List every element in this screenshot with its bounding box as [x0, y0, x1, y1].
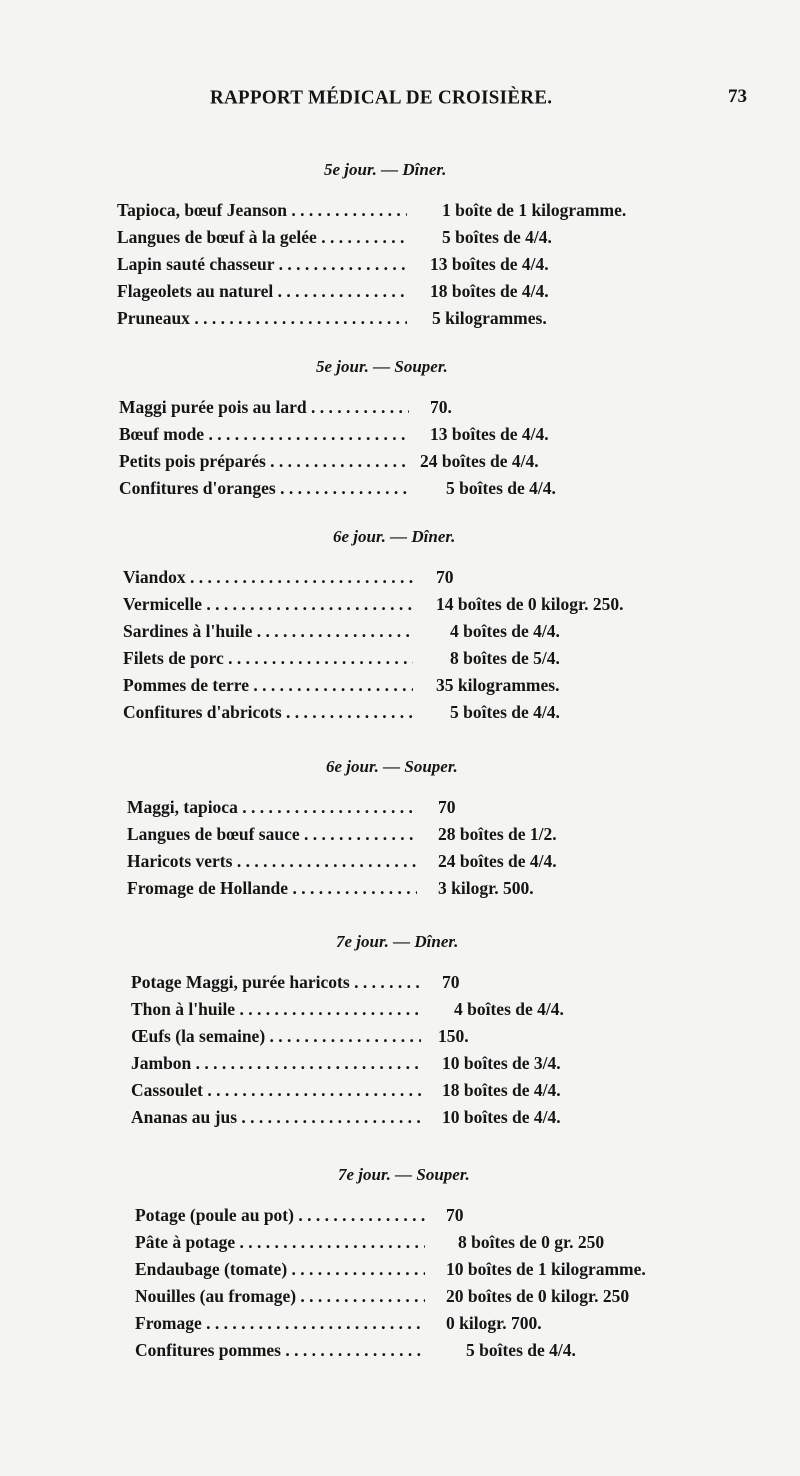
menu-row [123, 621, 723, 648]
food-quantity: 28 boîtes de 1/2. [438, 824, 557, 844]
menu-row [117, 227, 717, 254]
menu-row [131, 1107, 731, 1134]
food-item: Langues de bœuf sauce . . . [127, 824, 417, 845]
section-heading: 5e jour. — Souper. [316, 357, 448, 376]
menu-row [123, 648, 723, 675]
menu-row [117, 308, 717, 335]
food-item: Bœuf mode . . . [119, 424, 409, 445]
food-item: Langues de bœuf à la gelée . . . [117, 227, 407, 248]
menu-row [131, 1080, 731, 1107]
food-quantity: 5 boîtes de 4/4. [450, 702, 560, 722]
menu-row [119, 478, 719, 505]
food-item: Potage Maggi, purée haricots . . . [131, 972, 421, 993]
menu-row [135, 1259, 735, 1286]
menu-section [123, 527, 723, 729]
section-heading: 6e jour. — Dîner. [333, 527, 456, 546]
food-item: Cassoulet . . . [131, 1080, 421, 1101]
food-item: Haricots verts . . . [127, 851, 417, 872]
menu-row [135, 1286, 735, 1313]
food-quantity: 70 [442, 972, 460, 992]
food-item: Flageolets au naturel . . . [117, 281, 407, 302]
menu-section [117, 160, 717, 335]
menu-row [123, 594, 723, 621]
section-heading: 7e jour. — Souper. [338, 1165, 470, 1184]
food-item: Potage (poule au pot) . . . [135, 1205, 425, 1226]
food-quantity: 70 [446, 1205, 464, 1225]
food-quantity: 5 boîtes de 4/4. [466, 1340, 576, 1360]
food-item: Maggi purée pois au lard . . . [119, 397, 409, 418]
menu-row [119, 451, 719, 478]
food-quantity: 1 boîte de 1 kilogramme. [442, 200, 627, 220]
food-quantity: 14 boîtes de 0 kilogr. 250. [436, 594, 624, 614]
menu-row [131, 1053, 731, 1080]
food-item: Nouilles (au fromage) . . . [135, 1286, 425, 1307]
menu-row [127, 824, 727, 851]
section-heading: 6e jour. — Souper. [326, 757, 458, 776]
menu-row [119, 424, 719, 451]
food-quantity: 4 boîtes de 4/4. [450, 621, 560, 641]
food-quantity: 5 boîtes de 4/4. [446, 478, 556, 498]
food-item: Œufs (la semaine) . . . [131, 1026, 421, 1047]
menu-row [131, 972, 731, 999]
food-item: Sardines à l'huile . . . [123, 621, 413, 642]
food-item: Lapin sauté chasseur . . . [117, 254, 407, 275]
food-quantity: 150. [438, 1026, 469, 1046]
food-item: Confitures d'oranges . . . [119, 478, 409, 499]
food-quantity: 20 boîtes de 0 kilogr. 250 [446, 1286, 630, 1306]
food-quantity: 5 kilogrammes. [432, 308, 547, 328]
page-title: RAPPORT MÉDICAL DE CROISIÈRE. [210, 86, 553, 109]
menu-row [127, 878, 727, 905]
food-quantity: 5 boîtes de 4/4. [442, 227, 552, 247]
food-item: Thon à l'huile . . . [131, 999, 421, 1020]
running-head [0, 86, 800, 116]
food-item: Confitures d'abricots . . . [123, 702, 413, 723]
food-item: Confitures pommes . . . [135, 1340, 425, 1361]
food-quantity: 3 kilogr. 500. [438, 878, 534, 898]
food-item: Endaubage (tomate) . . . [135, 1259, 425, 1280]
food-item: Tapioca, bœuf Jeanson . . . [117, 200, 407, 221]
menu-row [135, 1232, 735, 1259]
menu-row [135, 1340, 735, 1367]
menu-row [117, 281, 717, 308]
menu-row [127, 797, 727, 824]
menu-row [135, 1205, 735, 1232]
food-quantity: 70 [438, 797, 456, 817]
food-item: Maggi, tapioca . . . [127, 797, 417, 818]
menu-row [123, 675, 723, 702]
food-quantity: 8 boîtes de 5/4. [450, 648, 560, 668]
food-item: Jambon . . . [131, 1053, 421, 1074]
menu-section [135, 1165, 735, 1367]
food-item: Pruneaux . . . [117, 308, 407, 329]
menu-row [117, 254, 717, 281]
menu-row [117, 200, 717, 227]
menu-row [123, 567, 723, 594]
page-number: 73 [728, 86, 747, 107]
food-quantity: 24 boîtes de 4/4. [438, 851, 557, 871]
food-quantity: 35 kilogrammes. [436, 675, 560, 695]
food-item: Filets de porc . . . [123, 648, 413, 669]
food-quantity: 18 boîtes de 4/4. [430, 281, 549, 301]
menu-row [123, 702, 723, 729]
food-item: Fromage . . . [135, 1313, 425, 1334]
menu-row [127, 851, 727, 878]
menu-section [131, 932, 731, 1134]
food-quantity: 13 boîtes de 4/4. [430, 424, 549, 444]
food-quantity: 70 [436, 567, 454, 587]
food-item: Fromage de Hollande . . . [127, 878, 417, 899]
food-quantity: 70. [430, 397, 452, 417]
food-quantity: 4 boîtes de 4/4. [454, 999, 564, 1019]
section-heading: 5e jour. — Dîner. [324, 160, 447, 179]
food-quantity: 8 boîtes de 0 gr. 250 [458, 1232, 605, 1252]
food-item: Pâte à potage . . . [135, 1232, 425, 1253]
food-quantity: 24 boîtes de 4/4. [420, 451, 539, 471]
food-quantity: 10 boîtes de 3/4. [442, 1053, 561, 1073]
food-item: Ananas au jus . . . [131, 1107, 421, 1128]
section-heading: 7e jour. — Dîner. [336, 932, 459, 951]
menu-section [127, 757, 727, 905]
menu-row [119, 397, 719, 424]
menu-row [131, 999, 731, 1026]
food-quantity: 0 kilogr. 700. [446, 1313, 542, 1333]
food-quantity: 10 boîtes de 1 kilogramme. [446, 1259, 646, 1279]
menu-row [131, 1026, 731, 1053]
food-quantity: 18 boîtes de 4/4. [442, 1080, 561, 1100]
food-item: Viandox . . . [123, 567, 413, 588]
food-item: Petits pois préparés . . . [119, 451, 409, 472]
food-item: Pommes de terre . . . [123, 675, 413, 696]
menu-section [119, 357, 719, 505]
food-item: Vermicelle . . . [123, 594, 413, 615]
menu-row [135, 1313, 735, 1340]
food-quantity: 13 boîtes de 4/4. [430, 254, 549, 274]
food-quantity: 10 boîtes de 4/4. [442, 1107, 561, 1127]
